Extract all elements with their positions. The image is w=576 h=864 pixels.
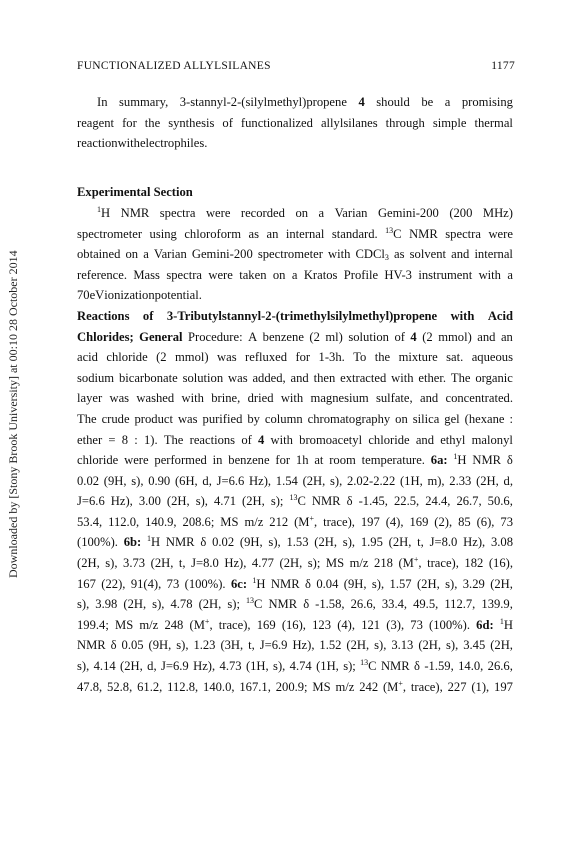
text-line: 167 (22), 91(4), 73 (100%). 6c: $^1$H NMR δ 0.04 (9H, s), 1.57 (2H, s), 3.29 (2H, bbox=[77, 575, 513, 591]
text-line: layer was washed with brine, dried with magnesium sulfate, and concentrated. bbox=[77, 391, 513, 406]
section-heading: Experimental Section bbox=[77, 185, 193, 200]
text-line: reagent for the synthesis of functionalized allylsilanes through simple thermal bbox=[77, 115, 513, 130]
text-line: (2H, s), 3.73 (2H, t, J=8.0 Hz), 4.77 (2H, s); MS m/z 218 (M+, trace), 182 (16), bbox=[77, 555, 513, 571]
text-line: 0.02 (9H, s), 0.90 (6H, d, J=6.6 Hz), 1.54 (2H, s), 2.02-2.22 (1H, m), 2.33 (2H, d, bbox=[77, 473, 513, 488]
text-line: s), 3.98 (2H, s), 4.78 (2H, s); $^{13}$C NMR δ -1.58, 26.6, 33.4, 49.5, 112.7, 139.9, bbox=[77, 596, 513, 612]
text-line: s), 4.14 (2H, d, J=6.9 Hz), 4.73 (1H, s), 4.74 (1H, s); $^{13}$C NMR δ -1.59, 14.0, 26.6, bbox=[77, 658, 513, 674]
text-line: 53.4, 112.0, 140.9, 208.6; MS m/z 212 (M+, trace), 197 (4), 169 (2), 85 (6), 73 bbox=[77, 513, 513, 529]
text-line: chloride were performed in benzene for 1h at room temperature. 6a: $^1$H NMR δ bbox=[77, 452, 513, 468]
download-note: Downloaded by [Stony Brook University] at 00:10 28 October 2014 bbox=[6, 250, 20, 578]
text-line: 47.8, 52.8, 61.2, 112.8, 140.0, 167.1, 200.9; MS m/z 242 (M+, trace), 227 (1), 197 bbox=[77, 678, 513, 694]
text-line: The crude product was purified by column chromatography on silica gel (hexane : bbox=[77, 411, 513, 426]
experimental-paragraph bbox=[77, 203, 513, 306]
text-line: (100%). 6b: $^1$H NMR δ 0.02 (9H, s), 1.53 (2H, s), 1.95 (2H, t, J=8.0 Hz), 3.08 bbox=[77, 534, 513, 550]
reactions-paragraph bbox=[77, 306, 513, 697]
text-line: obtained on a Varian Gemini-200 spectrometer with CDCl$_3$ as solvent and internal bbox=[77, 247, 513, 263]
text-line: NMR δ 0.05 (9H, s), 1.23 (3H, t, J=6.9 Hz), 1.52 (2H, s), 3.13 (2H, s), 3.45 (2H, bbox=[77, 638, 513, 653]
text-line: In summary, 3-stannyl-2-(silylmethyl)propene 4 should be a promising bbox=[97, 95, 513, 109]
text-line: acid chloride (2 mmol) was refluxed for 1-3h. To the mixture sat. aqueous bbox=[77, 350, 513, 365]
text-line: sodium bicarbonate solution was added, and then extracted with ether. The organic bbox=[77, 370, 513, 385]
text-line: reaction with electrophiles. bbox=[77, 136, 208, 151]
text-line: Reactions of 3-Tributylstannyl-2-(trimethylsilylmethyl)propene with Acid bbox=[77, 308, 513, 323]
text-line: J=6.6 Hz), 3.00 (2H, s), 4.71 (2H, s); $^{13}$C NMR δ -1.45, 22.5, 24.4, 26.7, 50.6, bbox=[77, 493, 513, 509]
text-line: $^1$H NMR spectra were recorded on a Varian Gemini-200 (200 MHz) bbox=[97, 204, 513, 220]
running-header bbox=[77, 60, 515, 76]
text-line: reference. Mass spectra were taken on a Kratos Profile HV-3 instrument with a bbox=[77, 267, 513, 282]
page-number: 1177 bbox=[491, 60, 515, 72]
text-line: spectrometer using chloroform as an internal standard. $^{13}$C NMR spectra were bbox=[77, 225, 513, 241]
summary-paragraph bbox=[77, 92, 513, 154]
text-line: ether = 8 : 1). The reactions of 4 with bromoacetyl chloride and ethyl malonyl bbox=[77, 432, 513, 447]
running-title: FUNCTIONALIZED ALLYLSILANES bbox=[77, 60, 271, 72]
text-line: Chlorides; General Procedure: A benzene (2 ml) solution of 4 (2 mmol) and an bbox=[77, 329, 513, 344]
text-line: 70 eV ionization potential. bbox=[77, 288, 202, 303]
text-line: 199.4; MS m/z 248 (M+, trace), 169 (16), 123 (4), 121 (3), 73 (100%). 6d: $^1$H bbox=[77, 616, 513, 632]
page-body bbox=[77, 92, 513, 697]
